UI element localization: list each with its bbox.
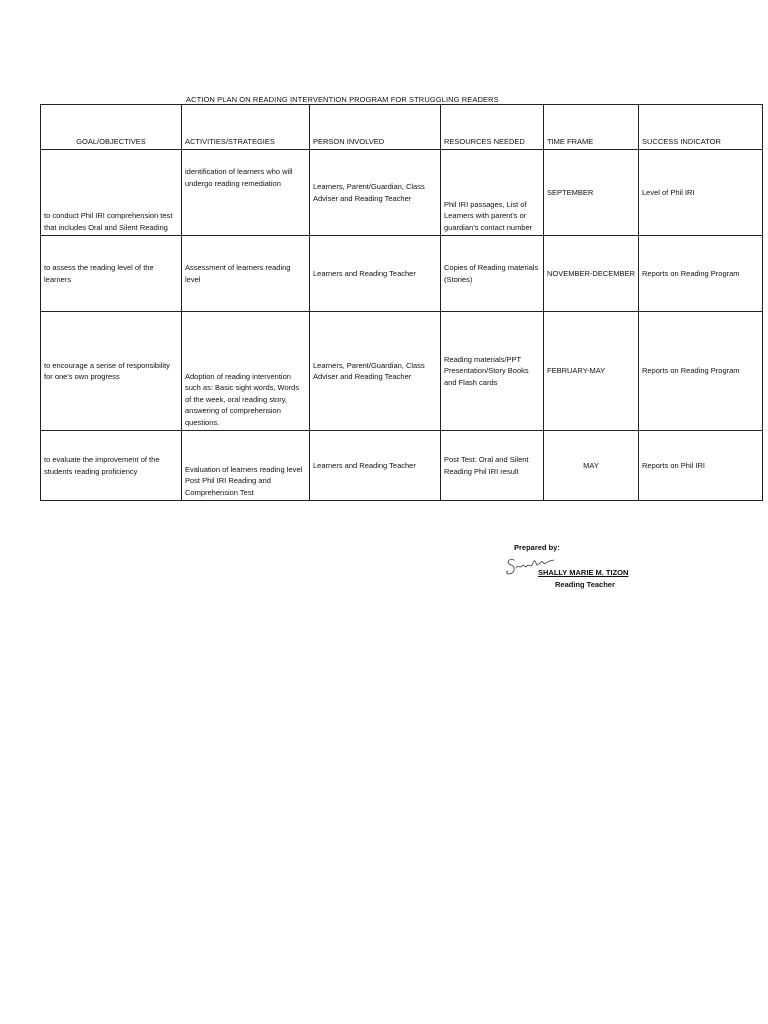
table-row (41, 236, 763, 312)
cell-time-frame: SEPTEMBER (544, 150, 639, 236)
column-header-person: PERSON INVOLVED (310, 105, 441, 150)
prepared-by-label: Prepared by: (514, 543, 560, 552)
table-row (41, 150, 763, 236)
cell-time-frame: FEBRUARY-MAY (544, 312, 639, 431)
cell-person: Learners and Reading Teacher (310, 431, 441, 501)
cell-goal: to assess the reading level of the learners (41, 236, 182, 312)
cell-time-frame: NOVEMBER-DECEMBER (544, 236, 639, 312)
action-plan-table (40, 104, 763, 501)
cell-indicator: Reports on Reading Program (639, 236, 763, 312)
column-header-activities: ACTIVITIES/STRATEGIES (182, 105, 310, 150)
cell-resources: Reading materials/PPT Presentation/Story Books and Flash cards (441, 312, 544, 431)
cell-indicator: Reports on Reading Program (639, 312, 763, 431)
cell-person: Learners, Parent/Guardian, Class Adviser and Reading Teacher (310, 312, 441, 431)
table-header-row (41, 105, 763, 150)
table-row (41, 312, 763, 431)
signatory-name: SHALLY MARIE M. TIZON (538, 568, 629, 577)
signatory-role: Reading Teacher (555, 580, 615, 589)
cell-goal: to conduct Phil IRI comprehension test that includes Oral and Silent Reading (41, 150, 182, 236)
cell-indicator: Level of Phil IRI (639, 150, 763, 236)
cell-activity: Assessment of learners reading level (182, 236, 310, 312)
table-row (41, 431, 763, 501)
signature-block (500, 542, 700, 592)
document-title: ACTION PLAN ON READING INTERVENTION PROGRAM FOR STRUGGLING READERS (186, 95, 499, 104)
column-header-time-frame: TIME FRAME (544, 105, 639, 150)
cell-resources: Post Test: Oral and Silent Reading Phil IRI result (441, 431, 544, 501)
cell-activity: Adoption of reading intervention such as: Basic sight words, Words of the week, oral reading story, answering of comprehension questions. (182, 312, 310, 431)
cell-indicator: Reports on Phil IRI (639, 431, 763, 501)
cell-activity: identification of learners who will undergo reading remediation (182, 150, 310, 236)
cell-goal: to encourage a sense of responsibility for one's own progress (41, 312, 182, 431)
cell-resources: Copies of Reading materials (Stories) (441, 236, 544, 312)
cell-person: Learners and Reading Teacher (310, 236, 441, 312)
column-header-resources: RESOURCES NEEDED (441, 105, 544, 150)
cell-goal: to evaluate the improvement of the students reading proficiency (41, 431, 182, 501)
cell-activity: Evaluation of learners reading level Post Phil IRI Reading and Comprehension Test (182, 431, 310, 501)
cell-time-frame: MAY (544, 431, 639, 501)
column-header-indicator: SUCCESS INDICATOR (639, 105, 763, 150)
cell-person: Learners, Parent/Guardian, Class Adviser and Reading Teacher (310, 150, 441, 236)
cell-resources: Phil IRI passages, List of Learners with parent's or guardian's contact number (441, 150, 544, 236)
column-header-goal: GOAL/OBJECTIVES (41, 105, 182, 150)
